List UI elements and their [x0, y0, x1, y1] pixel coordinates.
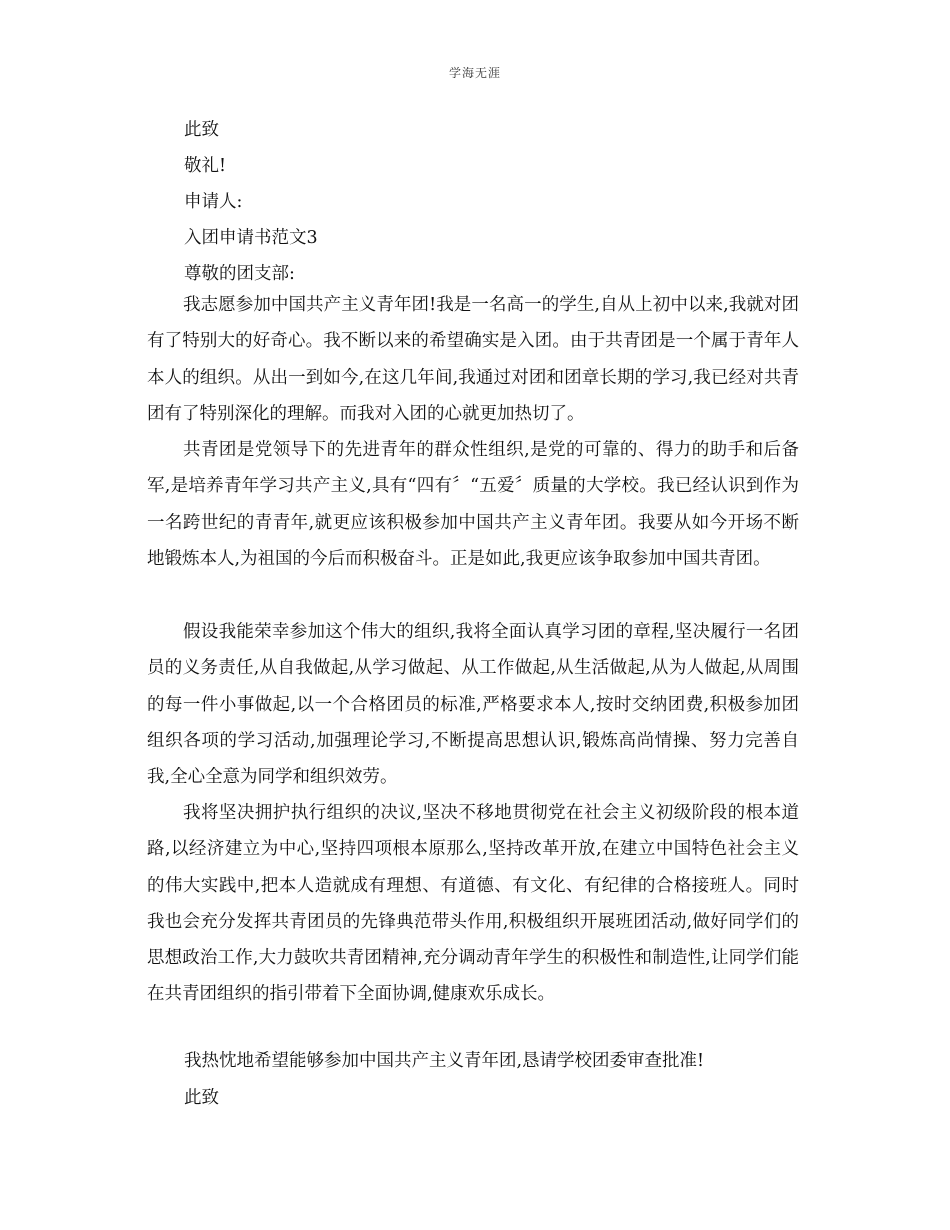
paragraph-2: 共青团是党领导下的先进青年的群众性组织,是党的可靠的、得力的助手和后备军,是培养青年学习共产主义,具有“四有〞“五爱〞质量的大学校。我已经认识到作为一名跨世纪的青青年,就更应该积极参加中国共产主义青年团。我要从如今开场不断地锻炼本人,为祖国的今后而积极奋斗。正是如此,我更应该争取参加中国共青团。: [147, 440, 799, 569]
applicant-line: 申请人:: [184, 192, 243, 212]
page-header: 学海无涯: [448, 66, 501, 80]
salute-line: 敬礼!: [184, 156, 227, 176]
greeting-line: 尊敬的团支部:: [184, 264, 295, 284]
paragraph-4: 我将坚决拥护执行组织的决议,坚决不移地贯彻党在社会主义初级阶段的根本道路,以经济建立为中心,坚持四项根本原那么,坚持改革开放,在建立中国特色社会主义的伟大实践中,把本人造就成有理想、有道德、有文化、有纪律的合格接班人。同时我也会充分发挥共青团员的先锋典范带头作用,积极组织开展班团活动,做好同学们的思想政治工作,大力鼓吹共青团精神,充分调动青年学生的积极性和制造性,让同学们能在共青团组织的指引带着下全面协调,健康欢乐成长。: [147, 803, 799, 1005]
paragraph-1: 我志愿参加中国共产主义青年团!我是一名高一的学生,自从上初中以来,我就对团有了特别大的好奇心。我不断以来的希望确实是入团。由于共青团是一个属于青年人本人的组织。从出一到如今,在这几年间,我通过对团和团章长期的学习,我已经对共青团有了特别深化的理解。而我对入团的心就更加热切了。: [147, 295, 799, 424]
section-title: 入团申请书范文3: [184, 228, 318, 248]
closing-line-2: 此致: [184, 1088, 219, 1108]
paragraph-3: 假设我能荣幸参加这个伟大的组织,我将全面认真学习团的章程,坚决履行一名团员的义务责任,从自我做起,从学习做起、从工作做起,从生活做起,从为人做起,从周围的每一件小事做起,以一个合格团员的标准,严格要求本人,按时交纳团费,积极参加团组织各项的学习活动,加强理论学习,不断提高思想认识,锻炼高尚情操、努力完善自我,全心全意为同学和组织效劳。: [147, 622, 799, 788]
closing-request-line: 我热忱地希望能够参加中国共产主义青年团,恳请学校团委审查批准!: [184, 1051, 705, 1071]
closing-line: 此致: [184, 120, 219, 140]
